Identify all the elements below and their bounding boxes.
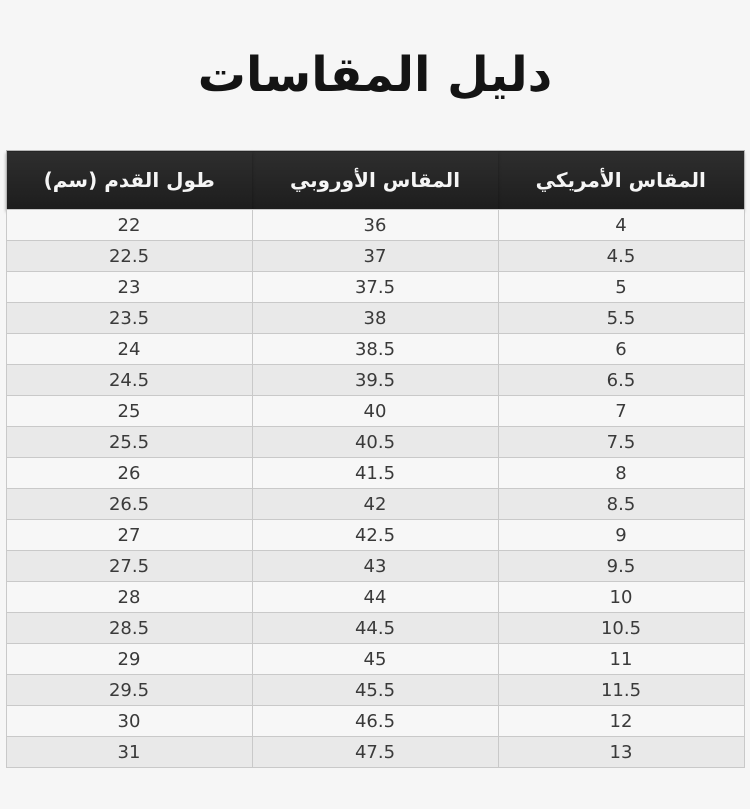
- table-cell: 28: [6, 582, 252, 613]
- table-cell: 8.5: [498, 489, 744, 520]
- table-row: [6, 644, 744, 675]
- table-head: [6, 151, 744, 210]
- table-cell: 27.5: [6, 551, 252, 582]
- table-cell: 9.5: [498, 551, 744, 582]
- table-cell: 28.5: [6, 613, 252, 644]
- table-cell: 10.5: [498, 613, 744, 644]
- table-header-row: [6, 151, 744, 210]
- table-cell: 29: [6, 644, 252, 675]
- table-cell: 37: [252, 241, 498, 272]
- table-cell: 40.5: [252, 427, 498, 458]
- table-cell: 25: [6, 396, 252, 427]
- table-cell: 7.5: [498, 427, 744, 458]
- table-cell: 9: [498, 520, 744, 551]
- table-cell: 26: [6, 458, 252, 489]
- table-cell: 45: [252, 644, 498, 675]
- table-cell: 24.5: [6, 365, 252, 396]
- table-row: [6, 737, 744, 768]
- title-section: [0, 0, 750, 150]
- table-cell: 6: [498, 334, 744, 365]
- table-row: [6, 334, 744, 365]
- table-row: [6, 427, 744, 458]
- column-header-us-size: المقاس الأمريكي: [498, 151, 744, 210]
- table-cell: 47.5: [252, 737, 498, 768]
- table-cell: 8: [498, 458, 744, 489]
- table-cell: 7: [498, 396, 744, 427]
- table-row: [6, 210, 744, 241]
- table-cell: 13: [498, 737, 744, 768]
- table-cell: 4: [498, 210, 744, 241]
- table-cell: 45.5: [252, 675, 498, 706]
- table-cell: 26.5: [6, 489, 252, 520]
- table-cell: 27: [6, 520, 252, 551]
- table-row: [6, 489, 744, 520]
- table-cell: 6.5: [498, 365, 744, 396]
- table-cell: 36: [252, 210, 498, 241]
- table-row: [6, 365, 744, 396]
- table-cell: 42.5: [252, 520, 498, 551]
- table-row: [6, 396, 744, 427]
- table-cell: 24: [6, 334, 252, 365]
- table-cell: 30: [6, 706, 252, 737]
- column-header-foot-length-cm: طول القدم (سم): [6, 151, 252, 210]
- table-cell: 46.5: [252, 706, 498, 737]
- table-row: [6, 303, 744, 334]
- table-cell: 25.5: [6, 427, 252, 458]
- table-row: [6, 613, 744, 644]
- table-cell: 5.5: [498, 303, 744, 334]
- table-cell: 42: [252, 489, 498, 520]
- table-row: [6, 520, 744, 551]
- table-cell: 41.5: [252, 458, 498, 489]
- table-body: [6, 210, 744, 768]
- table-cell: 5: [498, 272, 744, 303]
- table-row: [6, 706, 744, 737]
- table-cell: 12: [498, 706, 744, 737]
- column-header-eu-size: المقاس الأوروبي: [252, 151, 498, 210]
- size-guide-table: [6, 150, 745, 768]
- table-row: [6, 458, 744, 489]
- page-title: دليل المقاسات: [197, 46, 553, 103]
- table-cell: 4.5: [498, 241, 744, 272]
- table-cell: 39.5: [252, 365, 498, 396]
- table-cell: 38: [252, 303, 498, 334]
- table-cell: 11.5: [498, 675, 744, 706]
- table-cell: 31: [6, 737, 252, 768]
- table-cell: 37.5: [252, 272, 498, 303]
- table-cell: 10: [498, 582, 744, 613]
- table-row: [6, 551, 744, 582]
- table-cell: 22: [6, 210, 252, 241]
- table-row: [6, 241, 744, 272]
- table-row: [6, 675, 744, 706]
- table-cell: 40: [252, 396, 498, 427]
- table-cell: 44.5: [252, 613, 498, 644]
- table-cell: 22.5: [6, 241, 252, 272]
- table-row: [6, 582, 744, 613]
- table-row: [6, 272, 744, 303]
- table-cell: 11: [498, 644, 744, 675]
- table-cell: 38.5: [252, 334, 498, 365]
- table-cell: 23.5: [6, 303, 252, 334]
- table-cell: 44: [252, 582, 498, 613]
- table-cell: 23: [6, 272, 252, 303]
- table-cell: 43: [252, 551, 498, 582]
- table-cell: 29.5: [6, 675, 252, 706]
